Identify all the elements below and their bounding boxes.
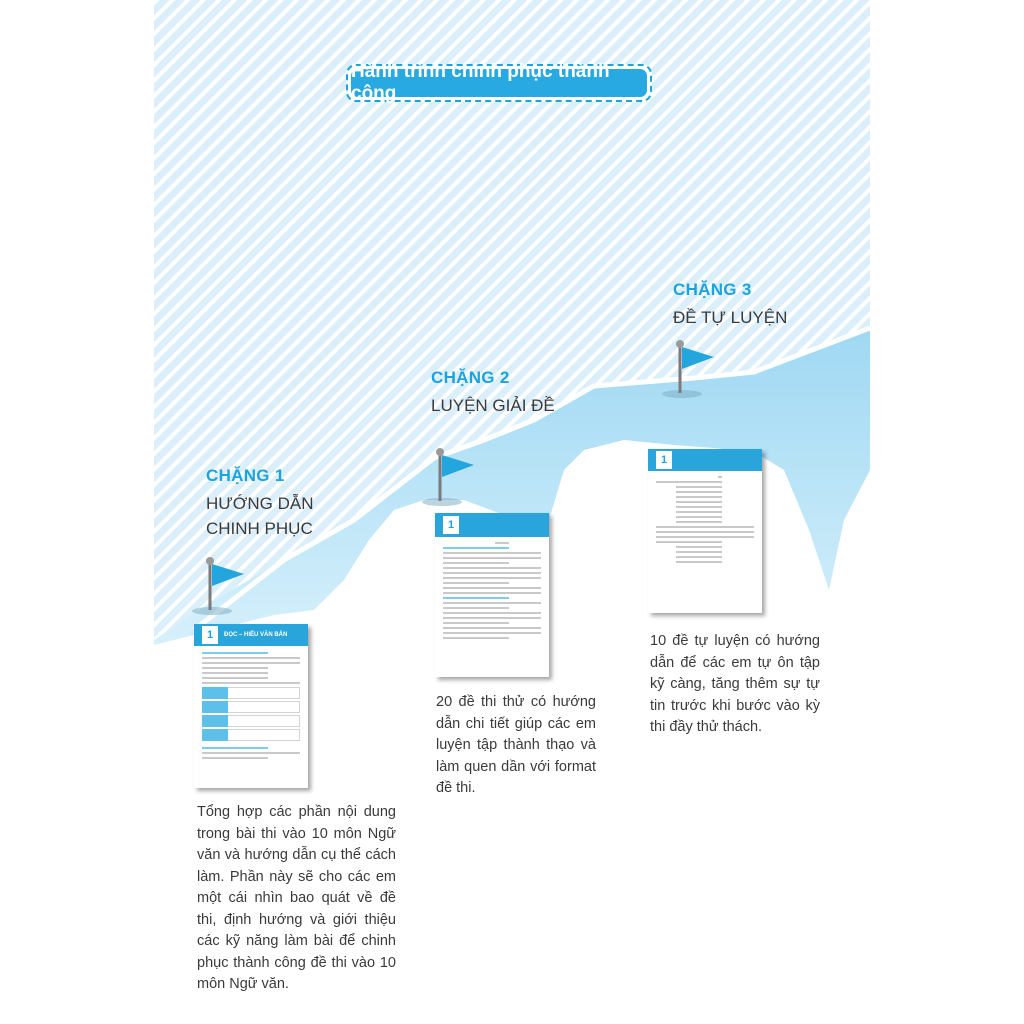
sample-page-badge: 1: [202, 626, 218, 644]
sample-page-header: [194, 624, 308, 646]
stage-1-subtitle-line: HƯỚNG DẪN: [206, 494, 314, 513]
sample-page-header: [648, 449, 762, 471]
stage-1-subtitle-line: CHINH PHỤC: [206, 519, 313, 538]
flag-icon: [432, 447, 478, 505]
banner-title: Hành trình chinh phục thành công: [351, 69, 647, 97]
stage-1-subtitle: [206, 491, 314, 541]
stage-3-subtitle: [673, 305, 787, 330]
sample-page-title: ĐỌC – HIỂU VĂN BẢN: [224, 632, 288, 638]
sample-page-badge: 1: [656, 451, 672, 469]
stage-1: [206, 466, 314, 541]
stage-3-subtitle-line: ĐỀ TỰ LUYỆN: [673, 308, 788, 327]
title-banner: [346, 61, 652, 104]
sample-page-badge: 1: [443, 516, 459, 534]
stage-3: [673, 280, 787, 330]
stage-2-title: CHẶNG 2: [431, 368, 510, 387]
sample-page-thumbnail-2: [435, 513, 549, 677]
stage-1-title: CHẶNG 1: [206, 466, 285, 485]
stage-2-description: 20 đề thi thử có hướng dẫn chi tiết giúp các em luyện tập thành thạo và làm quen dần với format đề thi.: [436, 694, 596, 796]
page: [154, 0, 870, 1024]
stage-2-subtitle: [431, 393, 555, 418]
flag-icon: [202, 556, 248, 614]
stage-3-description: 10 đề tự luyện có hướng dẫn để các em tự ôn tập kỹ càng, tăng thêm sự tự tin trước khi bước vào kỳ thi đầy thử thách.: [650, 633, 820, 735]
stage-2: [431, 368, 555, 418]
stage-1-description: Tổng hợp các phần nội dung trong bài thi vào 10 môn Ngữ văn và hướng dẫn cụ thể cách làm. Phần này sẽ cho các em một cái nhìn bao quát về đề thi, định hướng và giới thiệu các kỹ năng làm bài để chinh phục thành công đề thi vào 10 môn Ngữ văn.: [197, 804, 396, 992]
stage-3-title: CHẶNG 3: [673, 280, 752, 299]
sample-page-thumbnail-3: [648, 449, 762, 613]
flag-icon: [672, 339, 718, 397]
sample-page-thumbnail-1: [194, 624, 308, 788]
sample-page-header: [435, 513, 549, 537]
stage-2-subtitle-line: LUYỆN GIẢI ĐỀ: [431, 396, 555, 415]
